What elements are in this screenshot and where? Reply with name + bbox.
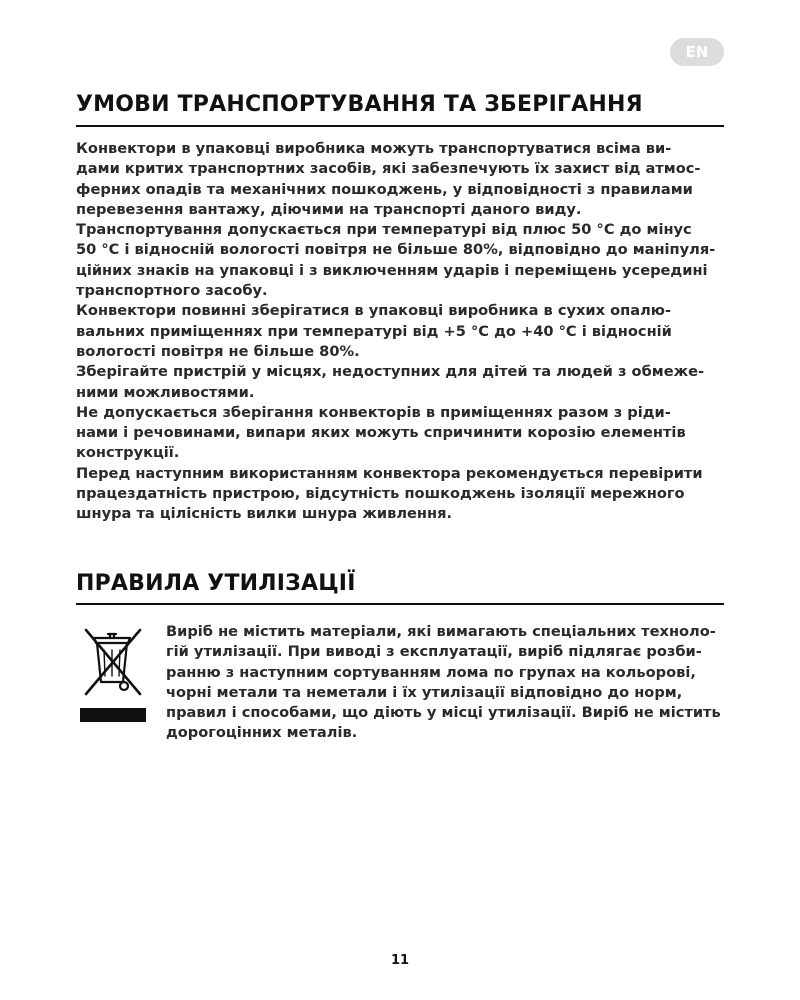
section-divider xyxy=(76,125,724,127)
paragraph xyxy=(166,622,736,744)
text-line: нами і речовинами, випари яких можуть спричинити корозію елементів xyxy=(76,424,686,442)
text-line: гій утилізації. При виводі з експлуатації, виріб підлягає розби- xyxy=(166,643,702,661)
text-line: дами критих транспортних засобів, які забезпечують їх захист від атмос- xyxy=(76,160,701,178)
transport-storage-text xyxy=(76,139,736,525)
text-line: Перед наступним використанням конвектора рекомендується перевірити xyxy=(76,464,703,482)
text-line: ранню з наступним сортуванням лома по групах на кольорові, xyxy=(166,663,696,681)
paragraph xyxy=(76,464,736,525)
text-line: вологості повітря не більше 80%. xyxy=(76,342,360,360)
paragraph xyxy=(76,139,736,220)
paragraph xyxy=(76,301,736,362)
text-line: 50 °С і відносній вологості повітря не більше 80%, відповідно до маніпуля- xyxy=(76,241,716,259)
text-line: конструкції. xyxy=(76,444,180,462)
text-line: вальних приміщеннях при температурі від +5 °С до +40 °С і відносній xyxy=(76,322,672,340)
text-line: перевезення вантажу, діючими на транспорті даного виду. xyxy=(76,200,582,218)
text-line: правил і способами, що діють у місці утилізації. Виріб не містить xyxy=(166,704,721,722)
section-title-disposal: ПРАВИЛА УТИЛІЗАЦІЇ xyxy=(76,571,356,596)
crossed-out-wheelie-bin-icon xyxy=(80,622,146,722)
language-badge: EN xyxy=(670,38,724,66)
text-line: транспортного засобу. xyxy=(76,282,268,300)
text-line: дорогоцінних металів. xyxy=(166,724,358,742)
paragraph xyxy=(76,403,736,464)
text-line: працездатність пристрою, відсутність пошкоджень ізоляції мережного xyxy=(76,485,685,503)
text-line: Транспортування допускається при температурі від плюс 50 °С до мінус xyxy=(76,221,692,239)
text-line: Конвектори повинні зберігатися в упаковці виробника в сухих опалю- xyxy=(76,302,672,320)
text-line: Конвектори в упаковці виробника можуть транспортуватися всіма ви- xyxy=(76,140,672,157)
paragraph xyxy=(76,220,736,301)
text-line: ційних знаків на упаковці і з виключенням ударів і переміщень усередині xyxy=(76,261,708,279)
text-line: Зберігайте пристрій у місцях, недоступних для дітей та людей з обмеже- xyxy=(76,363,705,381)
paragraph xyxy=(76,362,736,403)
text-line: ними можливостями. xyxy=(76,383,255,401)
page-number: 11 xyxy=(390,953,410,968)
section-title-transport-storage: УМОВИ ТРАНСПОРТУВАННЯ ТА ЗБЕРІГАННЯ xyxy=(76,92,643,117)
disposal-text xyxy=(166,622,736,744)
section-divider xyxy=(76,603,724,605)
text-line: Не допускається зберігання конвекторів в приміщеннях разом з ріди- xyxy=(76,403,671,421)
text-line: ферних опадів та механічних пошкоджень, у відповідності з правилами xyxy=(76,180,693,198)
text-line: чорні метали та неметали і їх утилізації відповідно до норм, xyxy=(166,683,683,701)
text-line: шнура та цілісність вилки шнура живлення. xyxy=(76,505,453,523)
text-line: Виріб не містить матеріали, які вимагають спеціальних техноло- xyxy=(166,623,716,640)
